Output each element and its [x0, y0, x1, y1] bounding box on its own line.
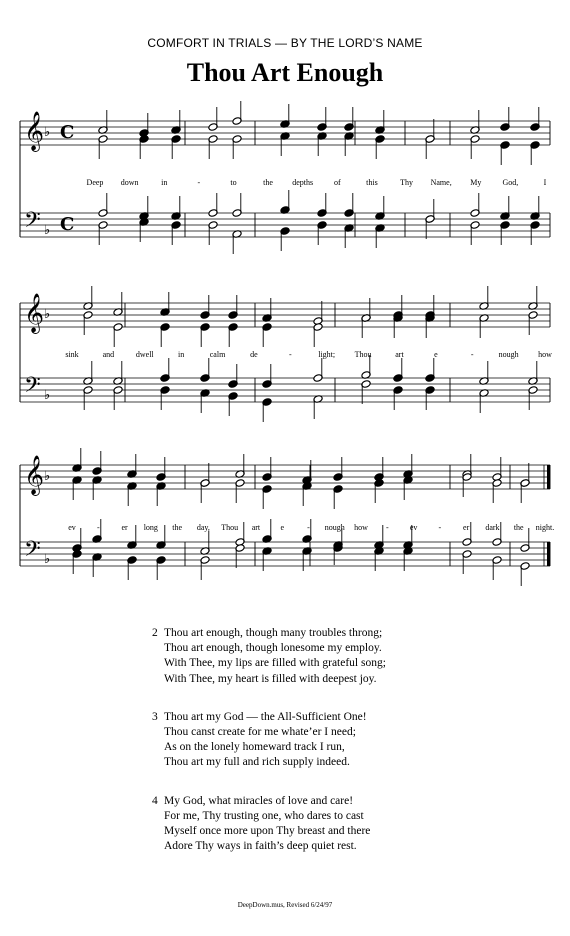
verse-text: Thou art enough, though many troubles throng; — [164, 627, 383, 639]
lyric-syllable: nough — [324, 523, 345, 532]
verse-line — [152, 656, 386, 671]
lyric-syllable: Name, — [430, 178, 452, 187]
verse-line — [152, 710, 386, 725]
verse-line — [152, 626, 386, 641]
lyric-syllable: er — [121, 523, 128, 532]
lyric-syllable: My — [470, 178, 482, 187]
lyric-syllable: dwell — [135, 350, 154, 359]
time-signature-icon: C — [60, 214, 75, 235]
lyric-syllable: this — [366, 178, 378, 187]
lyric-syllable: e — [434, 350, 438, 359]
lyric-syllable: - — [96, 523, 100, 532]
verse-line — [152, 641, 386, 656]
lyric-syllable: - — [385, 523, 389, 532]
lyric-syllable: ev — [68, 523, 76, 532]
lyric-syllable: nough — [498, 350, 519, 359]
time-signature-icon: C — [60, 122, 75, 143]
flat-icon: ♭ — [44, 125, 51, 140]
lyric-syllable: er — [463, 523, 470, 532]
lyric-syllable: the — [172, 523, 183, 532]
header-text: COMFORT IN TRIALS — BY THE LORD’S NAME — [147, 36, 423, 50]
verse-line — [152, 809, 386, 824]
verse-4 — [152, 794, 386, 855]
verse-text: Adore Thy ways in faith’s deep quiet rest. — [164, 840, 357, 853]
lyric-syllable: art — [251, 523, 261, 532]
lyric-syllable: in — [161, 178, 168, 187]
flat-icon: ♭ — [44, 223, 51, 238]
verse-text: With Thee, my lips are filled with grateful song; — [164, 657, 386, 670]
hymn-title: Thou Art Enough — [186, 58, 384, 87]
verse-line — [152, 740, 386, 755]
lyric-syllable: de — [250, 350, 258, 359]
verse-text: Thou art my full and rich supply indeed. — [164, 756, 350, 769]
verse-text: My God, what miracles of love and care! — [164, 794, 354, 807]
lyric-syllable: Deep — [86, 178, 104, 187]
verse-number: 3 — [152, 710, 158, 723]
treble-clef-icon: 𝄞 — [24, 455, 45, 495]
lyric-syllable: sink — [65, 350, 79, 359]
bass-clef-icon: 𝄢 — [24, 208, 41, 238]
lyric-syllable: art — [395, 350, 404, 359]
verse-text: Myself once more upon Thy breast and there — [164, 825, 371, 838]
final-barline — [547, 465, 550, 489]
flat-icon: ♭ — [44, 307, 51, 322]
verse-line — [152, 725, 386, 740]
bass-clef-icon: 𝄢 — [24, 373, 41, 403]
lyric-syllable: night. — [535, 523, 555, 532]
verse-text: Thou canst create for me whate’er I need; — [164, 726, 356, 739]
flat-icon: ♭ — [44, 469, 51, 484]
lyric-syllable: e — [280, 523, 285, 532]
verse-number: 2 — [152, 627, 158, 639]
verse-text: For me, Thy trusting one, who dares to cast — [164, 809, 364, 822]
verse-2 — [152, 626, 386, 687]
lyric-syllable: Thou — [354, 350, 372, 359]
lyric-syllable: depths — [292, 178, 314, 187]
verse-line — [152, 824, 386, 839]
lyric-syllable: calm — [209, 350, 226, 359]
staff-system-1 — [20, 101, 550, 254]
staff-system-2 — [20, 286, 552, 422]
lyric-syllable: the — [513, 523, 524, 532]
verse-text: Thou art my God — the All-Sufficient One! — [164, 710, 367, 723]
lyric-syllable: how — [354, 523, 368, 532]
verse-3 — [152, 710, 386, 771]
lyric-syllable: the — [263, 178, 273, 187]
footer-text: DeepDown.mus, Revised 6/24/97 — [237, 901, 333, 909]
bass-clef-icon: 𝄢 — [24, 537, 41, 567]
treble-clef-icon: 𝄞 — [24, 111, 45, 151]
lyric-syllable: in — [178, 350, 185, 359]
lyric-syllable: - — [438, 523, 442, 532]
lyric-syllable: down — [120, 178, 139, 187]
lyric-syllable: Thy — [400, 178, 413, 187]
verse-text: Thou art enough, though lonesome my employ. — [164, 642, 382, 655]
lyric-syllable: - — [288, 350, 292, 359]
verse-line — [152, 755, 386, 770]
verse-line — [152, 794, 386, 809]
lyric-syllable: to — [230, 178, 237, 187]
lyric-syllable: long — [143, 523, 158, 532]
flat-icon: ♭ — [44, 552, 51, 567]
lyric-syllable: Thou — [221, 523, 239, 532]
verses — [152, 626, 386, 877]
lyric-syllable: - — [470, 350, 474, 359]
lyric-syllable: - — [197, 178, 201, 187]
lyric-syllable: light; — [318, 350, 336, 359]
verse-number: 4 — [152, 794, 158, 807]
lyric-syllable: how — [538, 350, 552, 359]
treble-clef-icon: 𝄞 — [24, 293, 45, 333]
lyric-syllable: day, — [196, 523, 210, 532]
lyric-syllable: I — [543, 178, 547, 187]
lyric-syllable: of — [333, 178, 341, 187]
verse-text: As on the lonely homeward track I run, — [164, 741, 345, 754]
lyric-syllable: God, — [502, 178, 519, 187]
flat-icon: ♭ — [44, 388, 51, 403]
lyric-syllable: and — [102, 350, 115, 359]
lyric-syllable: ev — [409, 523, 418, 532]
final-barline — [547, 542, 550, 566]
lyric-syllable: dark — [485, 523, 500, 532]
staff-system-3 — [20, 448, 554, 586]
lyric-syllable: - — [307, 523, 310, 532]
verse-line — [152, 839, 386, 854]
verse-line — [152, 672, 386, 687]
verse-text: With Thee, my heart is filled with deepest joy. — [164, 672, 377, 685]
